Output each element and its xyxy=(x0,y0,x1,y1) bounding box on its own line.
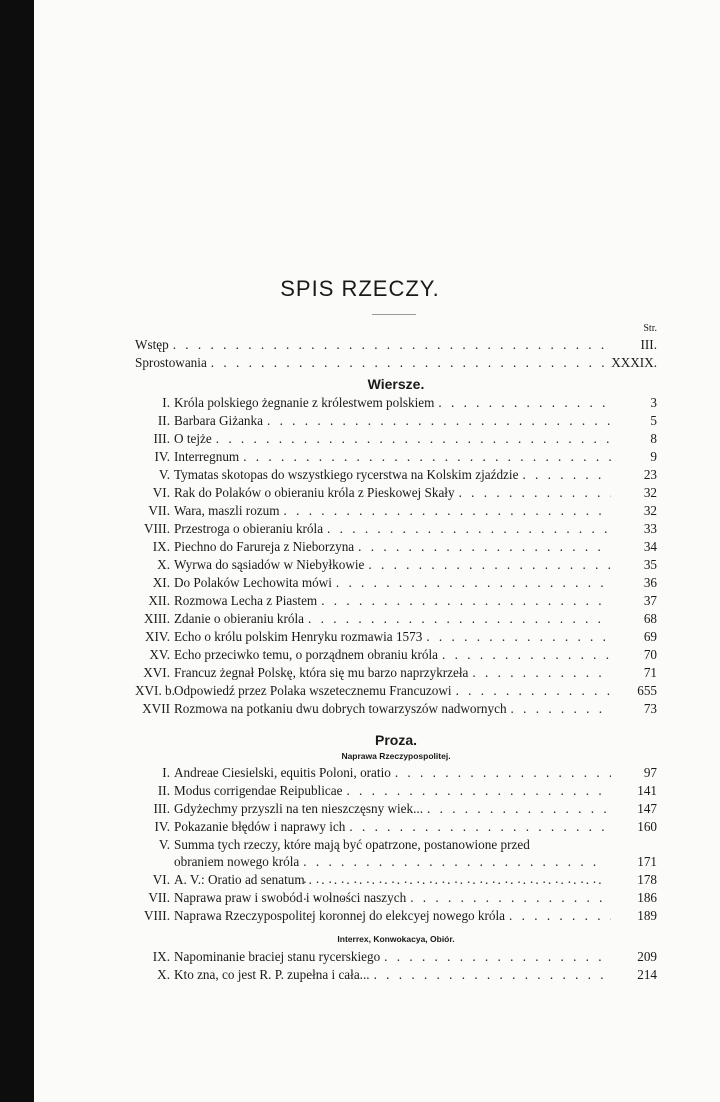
entry-number: VII. xyxy=(148,503,170,518)
entry-number: VI. xyxy=(152,872,170,887)
entry-number: II. xyxy=(157,413,170,428)
entry-title: Naprawa praw i swobód i wolności naszych xyxy=(174,890,407,905)
entry-number: VI. xyxy=(152,485,170,500)
toc-entry[interactable] xyxy=(135,764,657,782)
toc-entry[interactable] xyxy=(135,484,657,502)
entry-title: O tejże xyxy=(174,431,212,446)
entry-page: 209 xyxy=(637,949,657,964)
page-title: SPIS RZECZY. xyxy=(280,276,440,301)
entry-page: 189 xyxy=(637,908,657,923)
entry-page: 186 xyxy=(637,890,657,905)
toc-entry[interactable] xyxy=(135,948,657,966)
entry-title: Gdyżechmy przyszli na ten nieszczęsny wiek... xyxy=(174,801,424,816)
entry-title: Modus corrigendae Reipublicae xyxy=(174,783,343,798)
toc-entry[interactable] xyxy=(135,430,657,448)
entry-number: I. xyxy=(162,765,170,780)
entry-title-line-1: Summa tych rzeczy, które mają być opatrzone, postanowione przed xyxy=(174,837,530,852)
entry-page: 37 xyxy=(643,593,657,608)
entry-page: III. xyxy=(640,337,657,352)
toc-entry[interactable] xyxy=(135,448,657,466)
entry-page: 69 xyxy=(643,629,657,644)
entry-title: Kto zna, co jest R. P. zupełna i cała... xyxy=(174,967,370,982)
entry-number: II. xyxy=(157,783,170,798)
toc-entry[interactable] xyxy=(135,907,657,925)
entry-number: V. xyxy=(158,837,170,852)
entry-title: A. V.: Oratio ad senatum xyxy=(174,872,305,887)
entry-title: Wstęp xyxy=(135,337,169,352)
entry-page: 33 xyxy=(643,521,657,536)
entry-number: XVI. b. xyxy=(135,683,175,698)
section-heading-wiersze: Wiersze. xyxy=(367,376,425,392)
entry-page: 35 xyxy=(643,557,657,572)
entry-number: IV. xyxy=(154,819,170,834)
entry-number: IX. xyxy=(152,949,170,964)
toc-entry-sprostowania[interactable] xyxy=(135,354,657,372)
toc-entry[interactable] xyxy=(135,556,657,574)
proza-list-interrex xyxy=(135,948,657,984)
entry-number: VIII. xyxy=(144,908,170,923)
entry-title: Francuz żegnał Polskę, która się mu barzo naprzykrzeła xyxy=(174,665,469,680)
entry-title: Zdanie o obieraniu króla xyxy=(174,611,304,626)
table-of-contents xyxy=(135,322,657,984)
entry-page: 147 xyxy=(637,801,657,816)
entry-title: Rozmowa Lecha z Piastem xyxy=(174,593,318,608)
entry-page: 71 xyxy=(643,665,657,680)
entry-number: VII. xyxy=(148,890,170,905)
toc-entry[interactable] xyxy=(135,574,657,592)
entry-page: 9 xyxy=(650,449,657,464)
entry-page: 8 xyxy=(650,431,657,446)
toc-entry[interactable] xyxy=(135,871,657,889)
toc-entry[interactable] xyxy=(135,682,657,700)
toc-entry[interactable] xyxy=(135,664,657,682)
entry-number: XII. xyxy=(148,593,170,608)
entry-number: I. xyxy=(162,395,170,410)
toc-entry[interactable] xyxy=(135,394,657,412)
entry-title: Piechno do Farureja z Nieborzyna xyxy=(174,539,355,554)
toc-entry[interactable] xyxy=(135,628,657,646)
section-heading-proza: Proza. xyxy=(374,732,417,748)
entry-number: XVII xyxy=(142,701,170,716)
entry-number: VIII. xyxy=(144,521,170,536)
entry-number: XIV. xyxy=(144,629,170,644)
entry-page: 141 xyxy=(637,783,657,798)
entry-title: Echo o królu polskim Henryku rozmawia 1573 xyxy=(174,629,423,644)
entry-page: 3 xyxy=(650,395,657,410)
toc-entry[interactable] xyxy=(135,502,657,520)
entry-number: XIII. xyxy=(144,611,170,626)
entry-title: Rak do Polaków o obieraniu króla z Pieskowej Skały xyxy=(174,485,455,500)
toc-entry[interactable] xyxy=(135,700,657,718)
toc-entry[interactable] xyxy=(135,889,657,907)
entry-title: Do Polaków Lechowita mówi xyxy=(174,575,332,590)
title-divider xyxy=(372,314,416,315)
entry-number: XV. xyxy=(149,647,170,662)
toc-entry[interactable] xyxy=(135,782,657,800)
entry-page: 32 xyxy=(643,503,657,518)
entry-number: IX. xyxy=(152,539,170,554)
entry-number: V. xyxy=(158,467,170,482)
entry-title: Sprostowania xyxy=(135,355,207,370)
entry-title: Andreae Ciesielski, equitis Poloni, oratio xyxy=(174,765,391,780)
entry-title: Rozmowa na potkaniu dwu dobrych towarzyszów nadwornych xyxy=(174,701,507,716)
entry-page: 73 xyxy=(643,701,657,716)
entry-page: 32 xyxy=(643,485,657,500)
toc-entry[interactable] xyxy=(135,592,657,610)
entry-page: 214 xyxy=(637,967,657,982)
entry-page: 36 xyxy=(643,575,657,590)
entry-page: XXXIX. xyxy=(611,355,657,370)
entry-number: III. xyxy=(153,431,170,446)
entry-page: 171 xyxy=(637,854,657,869)
toc-entry[interactable] xyxy=(135,520,657,538)
entry-title: Odpowiedź przez Polaka wszetecznemu Francuzowi xyxy=(174,683,452,698)
entry-title: Wara, maszli rozum xyxy=(174,503,280,518)
entry-page: 23 xyxy=(643,467,657,482)
entry-number: X. xyxy=(157,557,170,572)
entry-page: 178 xyxy=(637,872,657,887)
entry-title: Pokazanie błędów i naprawy ich xyxy=(174,819,346,834)
entry-page: 655 xyxy=(637,683,657,698)
entry-number: IV. xyxy=(154,449,170,464)
entry-title-line-2: obraniem nowego króla xyxy=(174,854,300,869)
toc-entry[interactable] xyxy=(135,818,657,836)
toc-entry-wstep[interactable] xyxy=(135,336,657,354)
entry-page: 68 xyxy=(643,611,657,626)
toc-entry[interactable] xyxy=(135,412,657,430)
entry-page: 160 xyxy=(637,819,657,834)
subheading-naprawa: Naprawa Rzeczypospolitej. xyxy=(341,751,451,761)
entry-number: X. xyxy=(157,967,170,982)
entry-title: Echo przeciwko temu, o porządnem obraniu króla xyxy=(174,647,439,662)
entry-number: XVI. xyxy=(143,665,170,680)
toc-entry[interactable] xyxy=(135,966,657,984)
scan-page-edge xyxy=(0,0,34,1102)
proza-list-naprawa xyxy=(135,764,657,925)
entry-title: Interregnum xyxy=(174,449,240,464)
toc-entry[interactable] xyxy=(135,800,657,818)
entry-page: 5 xyxy=(650,413,657,428)
entry-title: Naprawa Rzeczypospolitej koronnej do elekcyej nowego króla xyxy=(174,908,506,923)
entry-title: Przestroga o obieraniu króla xyxy=(174,521,324,536)
entry-title: Tymatas skotopas do wszystkiego rycerstwa na Kolskim zjaździe xyxy=(174,467,519,482)
entry-number: III. xyxy=(153,801,170,816)
toc-entry[interactable] xyxy=(135,538,657,556)
toc-entry[interactable] xyxy=(135,646,657,664)
entry-page: 97 xyxy=(643,765,657,780)
entry-page: 34 xyxy=(643,539,657,554)
entry-title: Wyrwa do sąsiadów w Niebyłkowie xyxy=(174,557,365,572)
toc-entry[interactable] xyxy=(135,836,657,871)
toc-entry[interactable] xyxy=(135,466,657,484)
toc-entry[interactable] xyxy=(135,610,657,628)
subheading-interrex: Interrex, Konwokacya, Obiór. xyxy=(337,934,455,944)
wiersze-list xyxy=(135,394,657,718)
page-column-header: Str. xyxy=(643,323,657,334)
entry-title: Napominanie braciej stanu rycerskiego xyxy=(174,949,381,964)
entry-page: 70 xyxy=(643,647,657,662)
entry-title: Króla polskiego żegnanie z królestwem polskiem xyxy=(174,395,435,410)
entry-title: Barbara Giżanka xyxy=(174,413,263,428)
entry-number: XI. xyxy=(152,575,170,590)
